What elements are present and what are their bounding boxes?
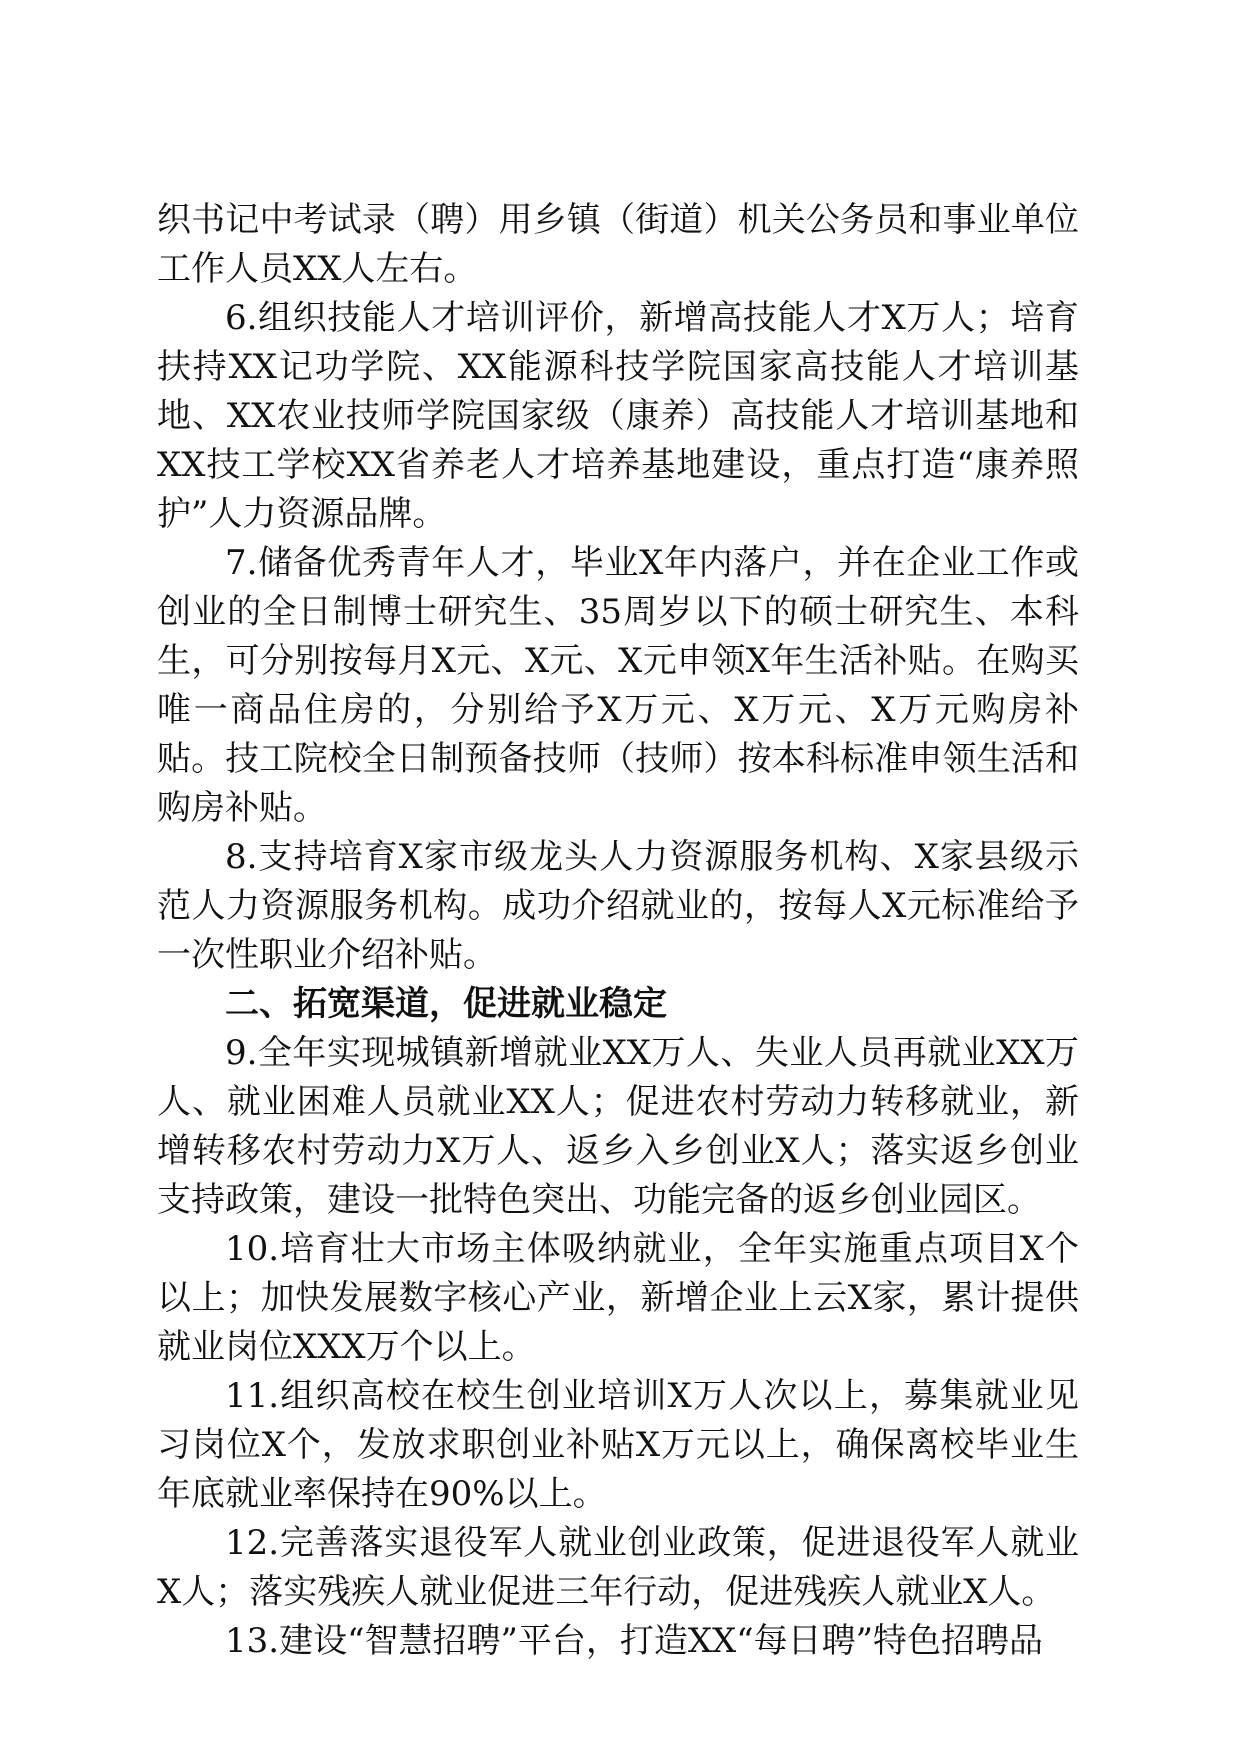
paragraph-item-11: 11.组织高校在校生创业培训X万人次以上，募集就业见习岗位X个，发放求职创业补贴X万元以上，确保离校毕业生年底就业率保持在90%以上。 bbox=[157, 1376, 1079, 1514]
paragraph-item-12: 12.完善落实退役军人就业创业政策，促进退役军人就业X人；落实残疾人就业促进三年行动，促进残疾人就业X人。 bbox=[157, 1523, 1079, 1612]
paragraph-item-13: 13.建设“智慧招聘”平台，打造XX“每日聘”特色招聘品 bbox=[225, 1621, 1044, 1661]
paragraph-item-7: 7.储备优秀青年人才，毕业X年内落户，并在企业工作或创业的全日制博士研究生、35周岁以下的硕士研究生、本科生，可分别按每月X元、X元、X元申领X年生活补贴。在购买唯一商品住房的，分别给予X万元、X万元、X万元购房补贴。技工院校全日制预备技师（技师）按本科标准申领生活和购房补贴。 bbox=[157, 543, 1079, 828]
paragraph-item-6: 6.组织技能人才培训评价，新增高技能人才X万人；培育扶持XX记功学院、XX能源科技学院国家高技能人才培训基地、XX农业技师学院国家级（康养）高技能人才培训基地和XX技工学校XX省养老人才培养基地建设，重点打造“康养照护”人力资源品牌。 bbox=[157, 298, 1079, 534]
section-heading: 二、拓宽渠道，促进就业稳定 bbox=[225, 984, 667, 1024]
paragraph-item-8: 8.支持培育X家市级龙头人力资源服务机构、X家县级示范人力资源服务机构。成功介绍就业的，按每人X元标准给予一次性职业介绍补贴。 bbox=[157, 837, 1079, 975]
paragraph-continued: 织书记中考试录（聘）用乡镇（街道）机关公务员和事业单位工作人员XX人左右。 bbox=[157, 200, 1079, 289]
document-body bbox=[157, 196, 1079, 1666]
paragraph-item-9: 9.全年实现城镇新增就业XX万人、失业人员再就业XX万人、就业困难人员就业XX人；促进农村劳动力转移就业，新增转移农村劳动力X万人、返乡入乡创业X人；落实返乡创业支持政策，建设一批特色突出、功能完备的返乡创业园区。 bbox=[157, 1033, 1079, 1220]
paragraph-item-10: 10.培育壮大市场主体吸纳就业，全年实施重点项目X个以上；加快发展数字核心产业，新增企业上云X家，累计提供就业岗位XXX万个以上。 bbox=[157, 1229, 1079, 1367]
